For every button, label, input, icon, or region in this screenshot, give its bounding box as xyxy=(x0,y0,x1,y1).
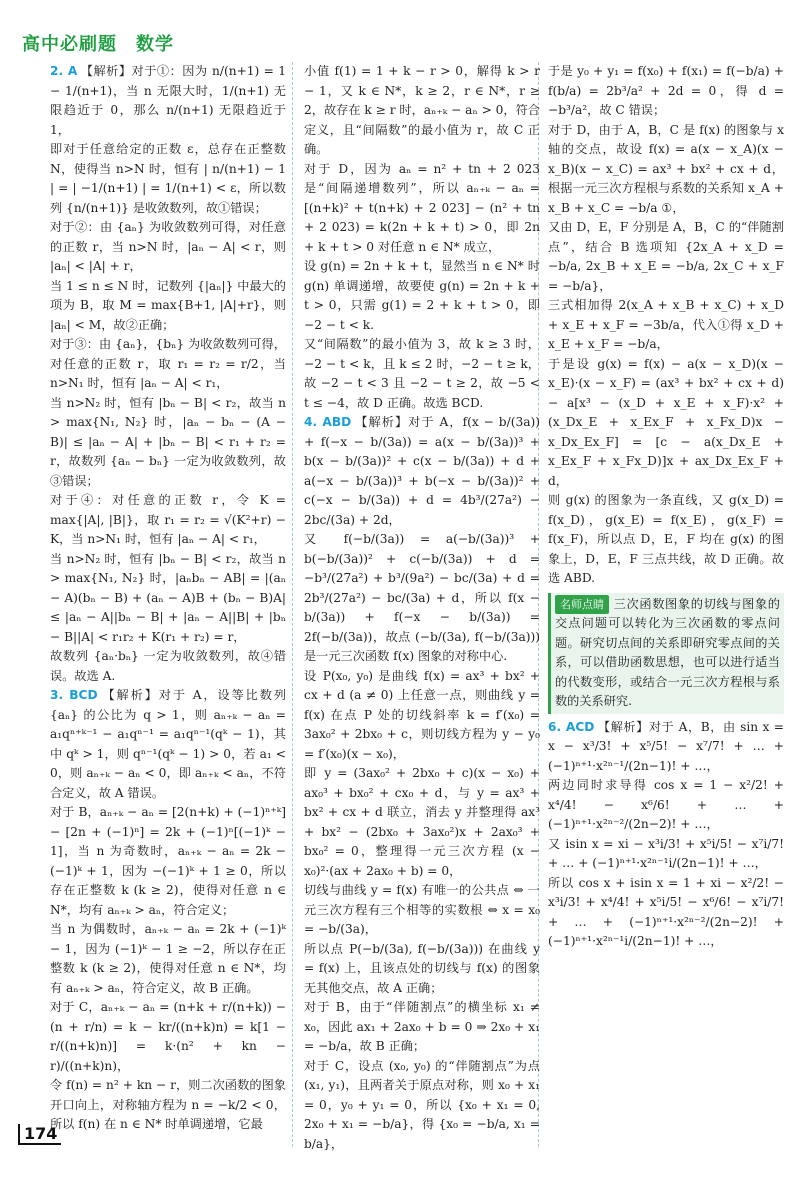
column-middle xyxy=(304,62,540,1162)
paragraph: 当 1 ≤ n ≤ N 时，记数列 {|aₙ|} 中最大的项为 B，取 M = max{B+1, |A|+r}，则 |aₙ| < M，故②正确； xyxy=(50,278,286,332)
paragraph: 当 n>N₂ 时，恒有 |bₙ − B| < r₂，故当 n > max{N₁, N₂} 时，|aₙbₙ − AB| = |(aₙ − A)(bₙ − B) + (aₙ − A)B + (bₙ − B)A| ≤ |aₙ − A||bₙ − B| + |aₙ − A||B| + |bₙ − B||A| < r₁r₂ + K(r₁ + r₂) = r， xyxy=(50,551,286,644)
answer-3-intro: 3. BCD 【解析】对于 A，设等比数列 {aₙ} 的公比为 q > 1，则 aₙ₊ₖ − aₙ = a₁qⁿ⁺ᵏ⁻¹ − a₁qⁿ⁻¹ = a₁qⁿ⁻¹(qᵏ − 1)，其中 qᵏ > 1，则 qⁿ⁻¹(qᵏ − 1) > 0，若 a₁ < 0，则 aₙ₊ₖ − aₙ < 0，即 aₙ₊ₖ < aₙ，不符合定义，故 A 错误。 xyxy=(50,688,286,800)
answer-label: 6. ACD xyxy=(548,719,595,734)
paragraph: 对于③：由 {aₙ}，{bₙ} 为收敛数列可得，对任意的正数 r，取 r₁ = r₂ = r/2，当 n>N₁ 时，恒有 |aₙ − A| < r₁， xyxy=(50,337,286,390)
column-divider xyxy=(292,62,293,1147)
paragraph: 于是 y₀ + y₁ = f(x₀) + f(x₁) = f(−b/a) + f(b/a) = 2b³/a² + 2d = 0，得 d = −b³/a²，故 C 错误； xyxy=(548,64,784,117)
paragraph: 对于 C，aₙ₊ₖ − aₙ = (n+k + r/(n+k)) − (n + r/n) = k − kr/((n+k)n) = k[1 − r/((n+k)n)] = k·(n² + kn − r)/((n+k)n)， xyxy=(50,1000,286,1073)
answer-4-intro: 4. ABD 【解析】对于 A，f(x − b/(3a)) + f(−x − b/(3a)) = a(x − b/(3a))³ + b(x − b/(3a))² + c(x − b/(3a)) + d + a(−x − b/(3a))³ + b(−x − b/(3a))² + c(−x − b/(3a)) + d = 4b³/(27a²) − 2bc/(3a) + 2d， xyxy=(304,415,540,527)
paragraph: 对于 D，由于 A，B，C 是 f(x) 的图象与 x 轴的交点，故设 f(x) = a(x − x_A)(x − x_B)(x − x_C) = ax³ + bx² + cx + d，根据一元三次方程根与系数的关系知 x_A + x_B + x_C = −b/a ①， xyxy=(548,122,784,215)
paragraph: 对于 C，设点 (x₀, y₀) 的“伴随割点”为点 (x₁, y₁)，且两者关于原点对称，则 x₀ + x₁ = 0，y₀ + y₁ = 0，所以 {x₀ + x₁ = 0, 2x₀ + x₁ = −b/a}，得 {x₀ = −b/a, x₁ = b/a}， xyxy=(304,1058,540,1151)
paragraph: 于是设 g(x) = f(x) − a(x − x_D)(x − x_E)·(x − x_F) = (ax³ + bx² + cx + d) − a[x³ − (x_D + x_E + x_F)·x² + (x_Dx_E + x_Ex_F + x_Fx_D)x − x_Dx_Ex_F] = [c − a(x_Dx_E + x_Ex_F + x_Fx_D)]x + ax_Dx_Ex_F + d， xyxy=(548,356,784,488)
page-number: 174 xyxy=(18,1124,61,1145)
paragraph: 即对于任意给定的正数 ε，总存在正整数 N，使得当 n>N 时，恒有 | n/(n+1) − 1 | = | −1/(n+1) | = 1/(n+1) < ε，所以数列 {n/(n+1)} 是收敛数列，故①错误； xyxy=(50,142,286,215)
teacher-tip-box xyxy=(548,593,784,714)
paragraph: 所以 cos x + isin x = 1 + xi − x²/2! − x³i/3! + x⁴/4! + x⁵i/5! − x⁶/6! − x⁷i/7! + … + (−1)ⁿ⁺¹·x²ⁿ⁻²/(2n−2)! + (−1)ⁿ⁺¹·x²ⁿ⁻¹i/(2n−1)! + …， xyxy=(548,875,784,948)
teacher-tip-badge: 名师点睛 xyxy=(555,595,609,615)
paragraph: 故数列 {aₙ·bₙ} 一定为收敛数列，故④错误。故选 A. xyxy=(50,649,286,683)
answer-6-intro: 6. ACD 【解析】对于 A，B，由 sin x = x − x³/3! + x⁵/5! − x⁷/7! + … + (−1)ⁿ⁺¹·x²ⁿ⁻¹/(2n−1)! + …， xyxy=(548,719,784,773)
page-header: 高中必刷题 数学 xyxy=(22,34,174,55)
paragraph: 两边同时求导得 cos x = 1 − x²/2! + x⁴/4! − x⁶/6! + … + (−1)ⁿ⁺¹·x²ⁿ⁻²/(2n−2)! + …， xyxy=(548,778,784,831)
paragraph: 又 isin x = xi − x³i/3! + x⁵i/5! − x⁷i/7! + … + (−1)ⁿ⁺¹·x²ⁿ⁻¹i/(2n−1)! + …， xyxy=(548,836,784,870)
paragraph: 设 P(x₀, y₀) 是曲线 f(x) = ax³ + bx² + cx + d (a ≠ 0) 上任意一点，则曲线 y = f(x) 在点 P 处的切线斜率 k = f′(x₀) = 3ax₀² + 2bx₀ + c，则切线方程为 y − y₀ = f′(x₀)(x − x₀)， xyxy=(304,668,540,761)
paragraph: 即 y = (3ax₀² + 2bx₀ + c)(x − x₀) + ax₀³ + bx₀² + cx₀ + d，与 y = ax³ + bx² + cx + d 联立，消去 y 并整理得 ax³ + bx² − (2bx₀ + 3ax₀²)x + 2ax₀³ + bx₀² = 0，整理得一元三次方程 (x − x₀)²·(ax + 2ax₀ + b) = 0， xyxy=(304,766,540,878)
answer-label: 2. A xyxy=(50,64,78,78)
paragraph: 令 f(n) = n² + kn − r，则二次函数的图象开口向上，对称轴方程为 n = −k/2 < 0，所以 f(n) 在 n ∈ N* 时单调递增，它最 xyxy=(50,1078,286,1131)
paragraph: 对于④：对任意的正数 r，令 K = max{|A|, |B|}，取 r₁ = r₂ = √(K²+r) − K，当 n>N₁ 时，恒有 |aₙ − A| < r₁， xyxy=(50,493,286,546)
answer-label: 3. BCD xyxy=(50,688,98,702)
paragraph: 设 g(n) = 2n + k + t，显然当 n ∈ N* 时 g(n) 单调递增，故要使 g(n) = 2n + k + t > 0，只需 g(1) = 2 + k + t > 0，即 −2 − t < k. xyxy=(304,259,540,332)
paragraph: 小值 f(1) = 1 + k − r > 0，解得 k > r − 1，又 k ∈ N*，k ≥ 2，r ∈ N*，r ≥ 2，故存在 k ≥ r 时，aₙ₊ₖ − aₙ > 0，符合定义，且“间隔数”的最小值为 r，故 C 正确。 xyxy=(304,64,540,156)
paragraph: 对于 B，aₙ₊ₖ − aₙ = [2(n+k) + (−1)ⁿ⁺ᵏ] − [2n + (−1)ⁿ] = 2k + (−1)ⁿ[(−1)ᵏ − 1]，当 n 为奇数时，aₙ₊ₖ − aₙ = 2k − (−1)ᵏ + 1，因为 −(−1)ᵏ + 1 ≥ 0，所以存在正整数 k (k ≥ 2)，使得对任意 n ∈ N*，均有 aₙ₊ₖ > aₙ，符合定义； xyxy=(50,805,286,917)
paragraph: 对于 D，因为 aₙ = n² + tn + 2 023 是“间隔递增数列”，所以 aₙ₊ₖ − aₙ = [(n+k)² + t(n+k) + 2 023] − (n² + tn + 2 023) = k(2n + k + t) > 0，即 2n + k + t > 0 对任意 n ∈ N* 成立， xyxy=(304,161,540,254)
teacher-tip-text: 三次函数图象的切线与图象的交点问题可以转化为三次函数的零点问题。研究切点间的关系即研究零点间的关系，可以借助函数思想，也可以进行适当的代数变形，或结合一元三次方程根与系数的关系研究. xyxy=(555,596,780,708)
paragraph: 三式相加得 2(x_A + x_B + x_C) + x_D + x_E + x_F = −3b/a，代入①得 x_D + x_E + x_F = −b/a， xyxy=(548,298,784,351)
column-left xyxy=(50,62,286,1131)
paragraph: 当 n 为偶数时，aₙ₊ₖ − aₙ = 2k + (−1)ᵏ − 1，因为 (−1)ᵏ − 1 ≥ −2，所以存在正整数 k (k ≥ 2)，使得对任意 n ∈ N*，均有 aₙ₊ₖ > aₙ，符合定义，故 B 正确。 xyxy=(50,922,286,995)
paragraph: 对于 B，由于“伴随割点”的横坐标 x₁ ≠ x₀，因此 ax₁ + 2ax₀ + b = 0 ⇒ 2x₀ + x₁ = −b/a，故 B 正确； xyxy=(304,1000,540,1053)
paragraph: 又 f(−b/(3a)) = a(−b/(3a))³ + b(−b/(3a))² + c(−b/(3a)) + d = −b³/(27a²) + b³/(9a²) − bc/(3a) + d = 2b³/(27a²) − bc/(3a) + d，所以 f(x − b/(3a)) + f(−x − b/(3a)) = 2f(−b/(3a))，故点 (−b/(3a), f(−b/(3a))) 是一元三次函数 f(x) 图象的对称中心. xyxy=(304,532,540,663)
answer-2-intro: 2. A 【解析】对于①：因为 n/(n+1) = 1 − 1/(n+1)，当 n 无限大时，1/(n+1) 无限趋近于 0，那么 n/(n+1) 无限趋近于 1， xyxy=(50,64,286,137)
paragraph: 对于②：由 {aₙ} 为收敛数列可得，对任意的正数 r，当 n>N 时，|aₙ − A| < r，则 |aₙ| < |A| + r， xyxy=(50,220,286,273)
paragraph: 切线与曲线 y = f(x) 有唯一的公共点 ⇔ 一元三次方程有三个相等的实数根 ⇔ x = x₀ = −b/(3a)， xyxy=(304,883,540,936)
answer-label: 4. ABD xyxy=(304,415,352,429)
column-right xyxy=(548,62,784,1162)
paragraph: 所以点 P(−b/(3a), f(−b/(3a))) 在曲线 y = f(x) 上，且该点处的切线与 f(x) 的图象无其他交点，故 A 正确； xyxy=(304,941,540,995)
paragraph: 则 g(x) 的图象为一条直线，又 g(x_D) = f(x_D)，g(x_E) = f(x_E)，g(x_F) = f(x_F)，所以点 D，E，F 均在 g(x) 的图象上，D，E，F 三点共线，故 D 正确。故选 ABD. xyxy=(548,493,784,585)
paragraph: 又由 D，E，F 分别是 A，B，C 的“伴随割点”，结合 B 选项知 {2x_A + x_D = −b/a, 2x_B + x_E = −b/a, 2x_C + x_F = −b/a}， xyxy=(548,220,784,293)
paragraph: 又“间隔数”的最小值为 3，故 k ≥ 3 时，−2 − t < k，且 k ≤ 2 时，−2 − t ≥ k，故 −2 − t < 3 且 −2 − t ≥ 2，故 −5 < t ≤ −4，故 D 正确。故选 BCD. xyxy=(304,337,540,410)
paragraph: 当 n>N₂ 时，恒有 |bₙ − B| < r₂，故当 n > max{N₁, N₂} 时，|aₙ − bₙ − (A − B)| ≤ |aₙ − A| + |bₙ − B| < r₁ + r₂ = r，故数列 {aₙ − bₙ} 一定为收敛数列，故③错误； xyxy=(50,395,286,488)
